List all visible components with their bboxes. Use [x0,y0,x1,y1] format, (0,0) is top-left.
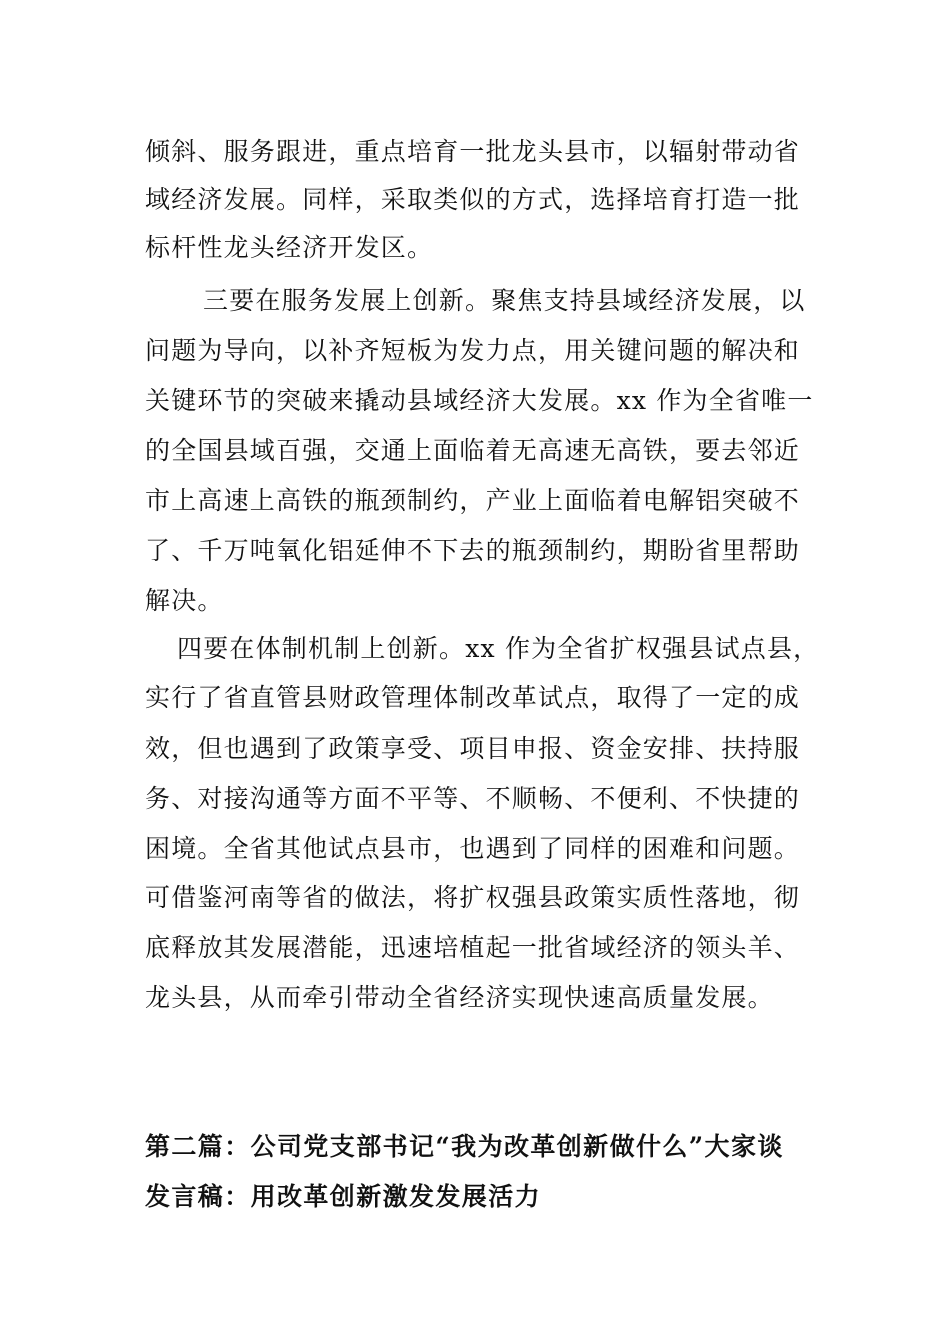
text-line: 可借鉴河南等省的做法，将扩权强县政策实质性落地，彻 [145,883,801,912]
text-line: 实行了省直管县财政管理体制改革试点，取得了一定的成 [145,683,801,712]
text-line: 市上高速上高铁的瓶颈制约，产业上面临着电解铝突破不 [145,486,801,515]
text-line: 的全国县域百强，交通上面临着无高速无高铁，要去邻近 [145,436,801,465]
text-line: 解决。 [145,586,224,615]
text-line: 困境。全省其他试点县市，也遇到了同样的困难和问题。 [145,834,801,863]
text-line: 倾斜、服务跟进，重点培育一批龙头县市，以辐射带动省 [145,137,801,166]
text-line: 关键环节的突破来撬动县域经济大发展。xx 作为全省唯一 [145,386,814,415]
text-line: 龙头县，从而牵引带动全省经济实现快速高质量发展。 [145,983,774,1012]
heading-line: 第二篇：公司党支部书记“我为改革创新做什么”大家谈 [145,1132,784,1161]
text-line: 四要在体制机制上创新。xx 作为全省扩权强县试点县， [177,634,820,663]
heading-line: 发言稿：用改革创新激发发展活力 [145,1182,542,1211]
text-line: 问题为导向，以补齐短板为发力点，用关键问题的解决和 [145,336,801,365]
text-line: 域经济发展。同样，采取类似的方式，选择培育打造一批 [145,185,801,214]
text-line: 效，但也遇到了政策享受、项目申报、资金安排、扶持服 [145,734,801,763]
text-line: 了、千万吨氧化铝延伸不下去的瓶颈制约，期盼省里帮助 [145,536,801,565]
text-line: 底释放其发展潜能，迅速培植起一批省域经济的领头羊、 [145,933,801,962]
text-line: 三要在服务发展上创新。聚焦支持县域经济发展，以 [203,286,806,315]
text-line: 标杆性龙头经济开发区。 [145,233,434,262]
text-line: 务、对接沟通等方面不平等、不顺畅、不便利、不快捷的 [145,784,801,813]
